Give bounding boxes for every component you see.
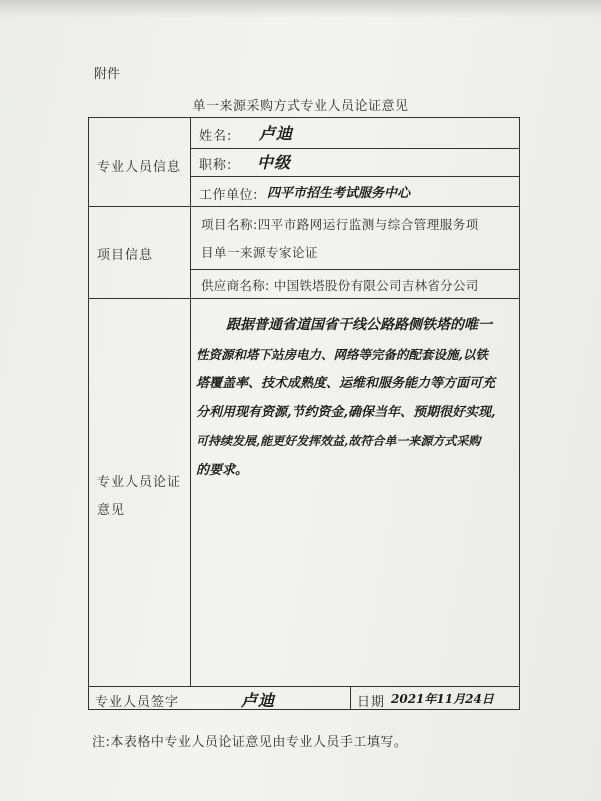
attachment-label: 附件	[94, 67, 121, 82]
opinion-label-line2: 意见	[97, 503, 126, 518]
title-label: 职称:	[199, 158, 233, 173]
column-divider	[190, 118, 191, 686]
row-divider-title	[190, 176, 519, 177]
opinion-line: 性资源和塔下站房电力、网络等完备的配套设施,以铁	[196, 347, 488, 362]
section-divider-opinion	[89, 298, 519, 299]
signature-label: 专业人员签字	[95, 695, 180, 710]
name-label: 姓名:	[199, 129, 233, 144]
project-info-label: 项目信息	[97, 248, 154, 263]
page-shadow	[0, 0, 601, 18]
name-value: 卢迪	[259, 124, 294, 143]
supplier-name: 供应商名称: 中国铁塔股份有限公司吉林省分公司	[201, 278, 479, 293]
opinion-line: 可持续发展,能更好发挥效益,故符合单一来源方式采购	[196, 434, 481, 448]
row-divider-name	[190, 148, 519, 149]
title-value: 中级	[257, 153, 292, 172]
opinion-line: 跟据普通省道国省干线公路路侧铁塔的唯一	[226, 317, 492, 333]
opinion-label-line1: 专业人员论证	[97, 475, 182, 490]
opinion-line: 分利用现有资源,节约资金,确保当年、预期很好实现,	[196, 405, 496, 420]
document-title: 单一来源采购方式专业人员论证意见	[192, 99, 409, 114]
opinion-handwriting	[196, 311, 514, 485]
section-divider-signature	[89, 686, 519, 687]
signature-value: 卢迪	[241, 691, 276, 710]
employer-label: 工作单位:	[199, 188, 258, 203]
signature-divider	[350, 686, 351, 709]
date-value: 2021年11月24日	[391, 692, 494, 706]
footnote: 注:本表格中专业人员论证意见由专业人员手工填写。	[92, 735, 408, 750]
project-name-line1: 项目名称:四平市路网运行监测与综合管理服务项	[201, 217, 479, 232]
section-divider-project	[89, 206, 519, 207]
project-name-line2: 目单一来源专家论证	[201, 245, 319, 260]
opinion-line: 塔覆盖率、技术成熟度、运维和服务能力等方面可充	[196, 376, 496, 391]
expert-info-label: 专业人员信息	[97, 160, 182, 175]
opinion-line: 的要求。	[196, 463, 249, 478]
row-divider-supplier	[190, 269, 519, 270]
employer-value: 四平市招生考试服务中心	[267, 186, 411, 201]
date-label: 日期	[357, 695, 386, 710]
